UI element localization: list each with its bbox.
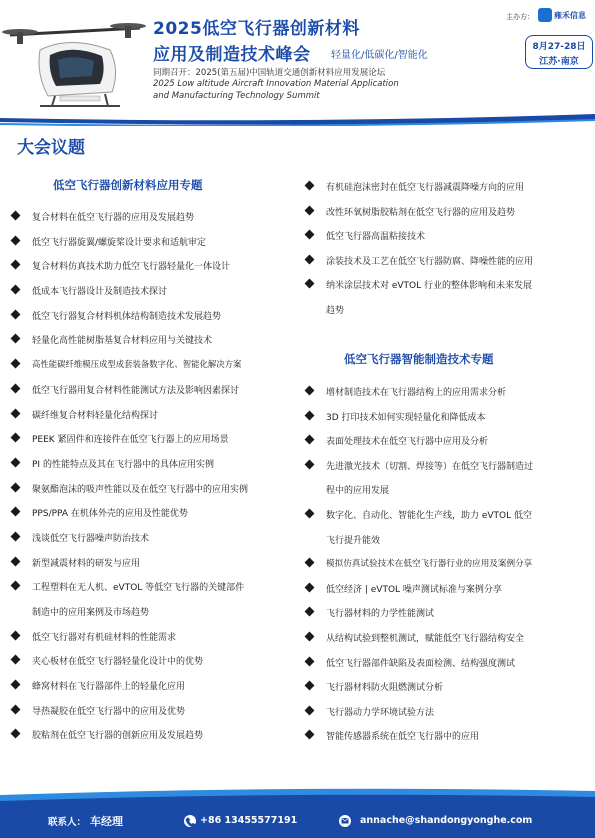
list-item: 复合材料在低空飞行器的应用及发展趋势 — [12, 210, 304, 235]
list-item: PI 的性能特点及其在飞行器中的具体应用实例 — [12, 457, 304, 482]
event-city: 江苏·南京 — [539, 57, 579, 67]
list-item: 工程塑料在无人机、eVTOL 等低空飞行器的关键部件 — [12, 580, 304, 605]
header — [0, 0, 595, 120]
list-item: 新型减震材料的研发与应用 — [12, 556, 304, 581]
summit-title-line2: 应用及制造技术峰会 — [153, 45, 311, 65]
diamond-bullet-icon — [305, 279, 315, 289]
list-item: 蜂窝材料在飞行器部件上的轻量化应用 — [12, 679, 304, 704]
diamond-bullet-icon — [305, 730, 315, 740]
list-item: 飞行器材料的力学性能测试 — [306, 606, 592, 631]
diamond-bullet-icon — [305, 656, 315, 666]
list-item: 有机硅泡沫密封在低空飞行器减震降噪方向的应用 — [306, 180, 592, 205]
concurrent-forum: 同期召开：2025(第五届)中国轨道交通创新材料应用发展论坛 — [153, 68, 386, 78]
list-item-continuation: 趋势 — [326, 305, 345, 316]
diamond-bullet-icon — [305, 607, 315, 617]
list-item: PPS/PPA 在机体外壳的应用及性能优势 — [12, 506, 304, 531]
diamond-bullet-icon — [305, 509, 315, 519]
list-item-continuation: 制造中的应用案例及市场趋势 — [32, 608, 150, 618]
diamond-bullet-icon — [11, 285, 21, 295]
diamond-bullet-icon — [11, 433, 21, 443]
list-item: 胶粘剂在低空飞行器的创新应用及发展趋势 — [12, 728, 304, 753]
diamond-bullet-icon — [305, 631, 315, 641]
footer-banner — [0, 785, 595, 838]
list-item: 飞行器材料防火阻燃测试分析 — [306, 680, 592, 705]
organizer-logo-icon — [538, 8, 552, 22]
diamond-bullet-icon — [305, 681, 315, 691]
diamond-bullet-icon — [11, 556, 21, 566]
evtol-aircraft-image — [0, 10, 150, 115]
contact-phone[interactable]: +86 13455577191 — [200, 815, 298, 826]
diamond-bullet-icon — [11, 704, 21, 714]
list-item: 低空飞行器高温粘接技术 — [306, 229, 592, 254]
list-item-continuation: 程中的应用发展 — [326, 486, 390, 497]
diamond-bullet-icon — [305, 181, 315, 191]
diamond-bullet-icon — [11, 457, 21, 467]
contact-label: 联系人： — [48, 817, 87, 828]
diamond-bullet-icon — [11, 630, 21, 640]
section-title-materials: 低空飞行器创新材料应用专题 — [53, 178, 203, 192]
list-item: 低空飞行器复合材料机体结构制造技术发展趋势 — [12, 309, 304, 334]
list-item: 低成本飞行器设计及制造技术探讨 — [12, 284, 304, 309]
diamond-bullet-icon — [305, 558, 315, 568]
list-item: 从结构试验到整机测试，赋能低空飞行器结构安全 — [306, 631, 592, 656]
organizer-label: 主办方： — [506, 13, 534, 21]
contact-name: 车经理 — [90, 815, 123, 828]
list-item: 碳纤维复合材料轻量化结构探讨 — [12, 408, 304, 433]
list-item: 智能传感器系统在低空飞行器中的应用 — [306, 729, 592, 754]
list-item: 涂装技术及工艺在低空飞行器防腐、降噪性能的应用 — [306, 254, 592, 279]
list-item: PEEK 紧固件和连接件在低空飞行器上的应用场景 — [12, 432, 304, 457]
list-item: 聚氨酯泡沫的吸声性能以及在低空飞行器中的应用实例 — [12, 482, 304, 507]
diamond-bullet-icon — [11, 359, 21, 369]
english-title-line2: and Manufacturing Technology Summit — [153, 91, 320, 101]
list-item: 夹心板材在低空飞行器轻量化设计中的优势 — [12, 654, 304, 679]
list-item: 表面处理技术在低空飞行器中应用及分析 — [306, 434, 592, 459]
diamond-bullet-icon — [305, 230, 315, 240]
date-location-box — [525, 35, 593, 69]
list-item: 浅谈低空飞行器噪声防治技术 — [12, 531, 304, 556]
diamond-bullet-icon — [11, 680, 21, 690]
list-item: 改性环氧树脂胶粘剂在低空飞行器的应用及趋势 — [306, 205, 592, 230]
list-item-continuation: 飞行提升能效 — [326, 535, 381, 546]
list-item: 轻量化高性能树脂基复合材料应用与关键技术 — [12, 333, 304, 358]
diamond-bullet-icon — [305, 705, 315, 715]
summit-title-line1: 2025低空飞行器创新材料 — [153, 19, 360, 39]
list-item: 模拟仿真试验技术在低空飞行器行业的应用及案例分享 — [306, 557, 592, 582]
event-date: 8月27-28日 — [532, 42, 586, 52]
header-divider-swoosh — [0, 112, 595, 126]
diamond-bullet-icon — [305, 459, 315, 469]
diamond-bullet-icon — [11, 408, 21, 418]
list-item: 先进激光技术（切割、焊接等）在低空飞行器制造过 — [306, 459, 592, 484]
diamond-bullet-icon — [11, 531, 21, 541]
diamond-bullet-icon — [305, 410, 315, 420]
organizer-name: 雍禾信息 — [554, 10, 586, 20]
list-item: 导热凝胶在低空飞行器中的应用及优势 — [12, 704, 304, 729]
diamond-bullet-icon — [11, 655, 21, 665]
english-title-line1: 2025 Low altitude Aircraft Innovation Material Application — [153, 79, 399, 89]
list-item: 纳米涂层技术对 eVTOL 行业的整体影响和未来发展 — [306, 278, 592, 303]
diamond-bullet-icon — [11, 334, 21, 344]
materials-topic-list-continued — [306, 180, 592, 327]
materials-topic-list — [12, 210, 304, 753]
list-item: 3D 打印技术如何实现轻量化和降低成本 — [306, 410, 592, 435]
list-item: 复合材料仿真技术助力低空飞行器轻量化一体设计 — [12, 259, 304, 284]
diamond-bullet-icon — [11, 260, 21, 270]
organizer-logo — [538, 8, 586, 22]
list-item: 高性能碳纤维模压成型成套装备数字化、智能化解决方案 — [12, 358, 304, 383]
diamond-bullet-icon — [11, 309, 21, 319]
diamond-bullet-icon — [305, 386, 315, 396]
contact-email[interactable]: annache@shandongyonghe.com — [360, 815, 533, 826]
diamond-bullet-icon — [305, 435, 315, 445]
diamond-bullet-icon — [305, 205, 315, 215]
agenda-heading: 大会议题 — [17, 138, 85, 158]
manufacturing-topic-list — [306, 385, 592, 754]
list-item: 低空飞行器用复合材料性能测试方法及影响因素探讨 — [12, 383, 304, 408]
list-item: 增材制造技术在飞行器结构上的应用需求分析 — [306, 385, 592, 410]
list-item: 低空飞行器旋翼/螺旋桨设计要求和适航审定 — [12, 235, 304, 260]
diamond-bullet-icon — [305, 254, 315, 264]
list-item: 低空经济 | eVTOL 噪声测试标准与案例分享 — [306, 582, 592, 607]
diamond-bullet-icon — [11, 482, 21, 492]
diamond-bullet-icon — [11, 507, 21, 517]
list-item: 数字化、自动化、智能化生产线，助力 eVTOL 低空 — [306, 508, 592, 533]
list-item: 低空飞行器部件缺陷及表面检测、结构强度测试 — [306, 656, 592, 681]
list-item: 低空飞行器对有机硅材料的性能需求 — [12, 630, 304, 655]
diamond-bullet-icon — [11, 581, 21, 591]
diamond-bullet-icon — [305, 582, 315, 592]
diamond-bullet-icon — [11, 235, 21, 245]
section-title-manufacturing: 低空飞行器智能制造技术专题 — [344, 352, 494, 366]
diamond-bullet-icon — [11, 383, 21, 393]
summit-tagline: 轻量化/低碳化/智能化 — [331, 50, 428, 61]
list-item: 飞行器动力学环境试验方法 — [306, 705, 592, 730]
diamond-bullet-icon — [11, 211, 21, 221]
diamond-bullet-icon — [11, 729, 21, 739]
